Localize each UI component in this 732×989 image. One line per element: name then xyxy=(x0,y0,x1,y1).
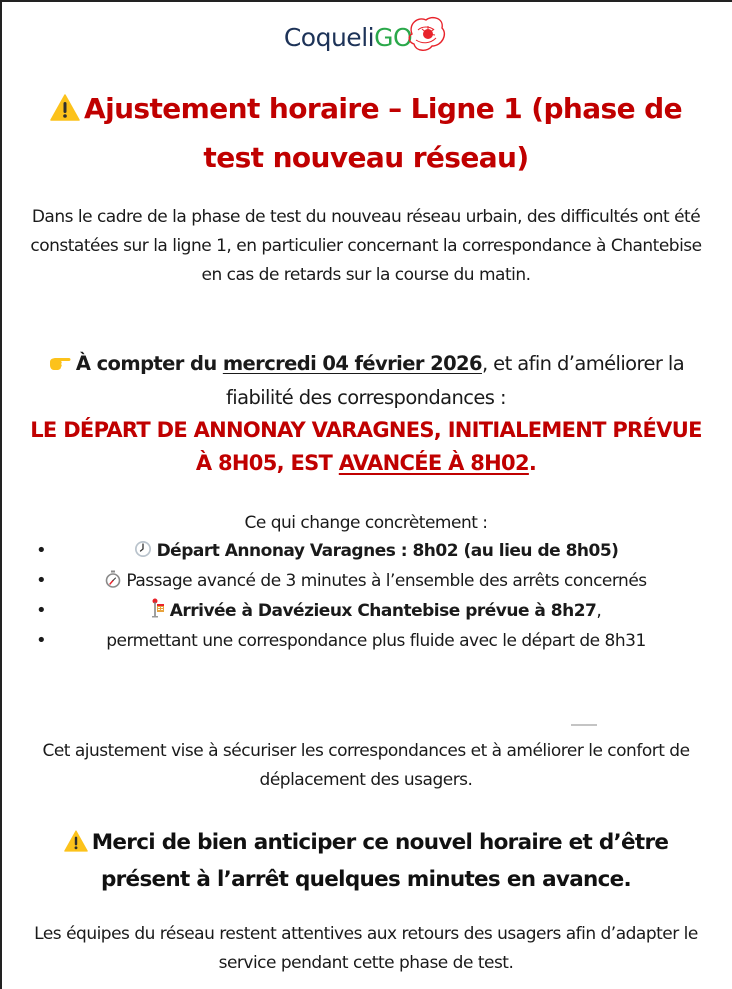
poppy-flower-icon xyxy=(404,14,448,60)
bullet-dot: • xyxy=(36,570,47,591)
list-item xyxy=(20,597,712,627)
item-bold-text: Arrivée à Davézieux Chantebise prévue à 8h27 xyxy=(169,601,597,621)
announcement-lead: À compter du xyxy=(75,352,223,375)
reminder-text: Merci de bien anticiper ce nouvel horaire et d’être présent à l’arrêt quelques minutes en avance. xyxy=(91,830,669,892)
page-title xyxy=(20,86,712,181)
adjustment-paragraph: Cet ajustement vise à sécuriser les correspondances et à améliorer le confort de déplacement des usagers. xyxy=(42,741,690,790)
effective-date: mercredi 04 février 2026 xyxy=(222,352,482,375)
changes-heading: Ce qui change concrètement : xyxy=(244,513,488,533)
item-text: Passage avancé de 3 minutes à l’ensemble des arrêts concernés xyxy=(126,571,647,591)
list-item xyxy=(20,627,712,655)
bullet-dot: • xyxy=(36,540,47,561)
warning-icon xyxy=(50,89,80,135)
logo-text-coqueli: Coqueli xyxy=(283,22,375,52)
bus-stop-icon xyxy=(151,598,165,627)
item-text: permettant une correspondance plus fluide avec le départ de 8h31 xyxy=(106,631,646,651)
highlight-main: LE DÉPART DE ANNONAY VARAGNES, INITIALEMENT PRÉVUE À 8H05, EST xyxy=(30,418,702,475)
announcement-block xyxy=(20,348,712,480)
closing-paragraph: Les équipes du réseau restent attentives aux retours des usagers afin d’adapter le service pendant cette phase de test. xyxy=(34,924,698,973)
announcement-rest: , et afin d’améliorer la fiabilité des correspondances : xyxy=(226,352,685,409)
divider xyxy=(571,724,597,726)
coqueligo-logo xyxy=(0,14,732,60)
item-text: , xyxy=(596,601,602,621)
clock-icon xyxy=(134,539,152,567)
warning-icon xyxy=(64,829,88,863)
highlight-new-time: AVANCÉE À 8H02 xyxy=(338,451,529,475)
pointing-hand-icon xyxy=(48,350,72,382)
logo-text-go: GO xyxy=(374,22,413,52)
stopwatch-icon xyxy=(105,569,121,597)
bullet-dot: • xyxy=(36,630,47,651)
list-item xyxy=(20,537,712,567)
title-text: Ajustement horaire – Ligne 1 (phase de test nouveau réseau) xyxy=(84,92,682,174)
bullet-dot: • xyxy=(36,600,47,621)
reminder-block xyxy=(20,826,712,897)
item-bold-text: Départ Annonay Varagnes : 8h02 (au lieu de 8h05) xyxy=(156,541,619,561)
changes-list xyxy=(20,537,712,655)
intro-paragraph: Dans le cadre de la phase de test du nouveau réseau urbain, des difficultés ont été constatées sur la ligne 1, en particulier concernant la correspondance à Chantebise en cas de retards sur la course du matin. xyxy=(30,207,702,285)
highlight-end: . xyxy=(528,451,537,475)
list-item xyxy=(20,567,712,597)
